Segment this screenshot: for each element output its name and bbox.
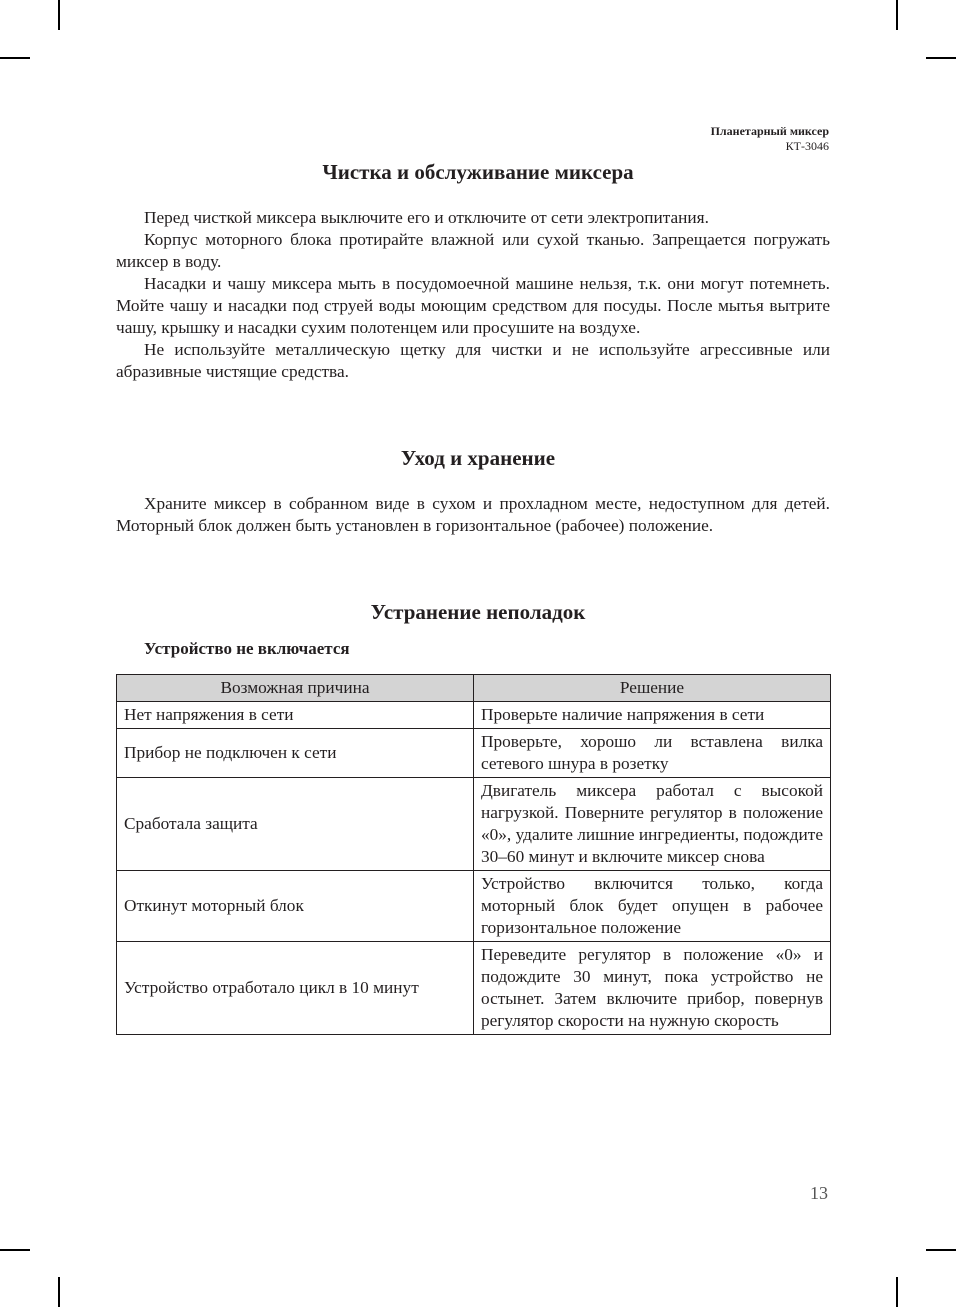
solution-cell: Проверьте наличие напряжения в сети <box>474 702 831 729</box>
table-row <box>117 729 831 778</box>
solution-cell: Двигатель миксера работал с высокой нагрузкой. Поверните регулятор в положение «0», удалите лишние ингредиенты, подождите 30–60 минут и включите миксер снова <box>474 778 831 871</box>
crop-mark-bl-v <box>58 1277 60 1307</box>
table-row <box>117 871 831 942</box>
cause-cell: Сработала защита <box>117 778 474 871</box>
paragraph: Не используйте металлическую щетку для чистки и не используйте агрессивные или абразивные чистящие средства. <box>116 340 830 381</box>
product-name: Планетарный миксер <box>710 124 829 138</box>
paragraph: Насадки и чашу миксера мыть в посудомоечной машине нельзя, т.к. они могут потемнеть. Мойте чашу и насадки под струей воды моющим средством для посуды. После мытья вытрите чашу, крышку и насадки сухим полотенцем или просушите на воздухе. <box>116 274 830 337</box>
crop-mark-tr-h <box>926 57 956 59</box>
cause-cell: Нет напряжения в сети <box>117 702 474 729</box>
storage-text <box>116 493 830 537</box>
section-title-troubleshooting: Устранение неполадок <box>370 600 586 624</box>
cleaning-text <box>116 207 830 383</box>
table-row <box>117 702 831 729</box>
header-cause: Возможная причина <box>117 675 474 702</box>
cause-cell: Прибор не подключен к сети <box>117 729 474 778</box>
section-title-storage: Уход и хранение <box>400 446 556 470</box>
crop-mark-tr-v <box>896 0 898 30</box>
crop-mark-tl-h <box>0 57 30 59</box>
paragraph: Корпус моторного блока протирайте влажной или сухой тканью. Запрещается погружать миксер в воду. <box>116 230 830 271</box>
paragraph: Перед чисткой миксера выключите его и отключите от сети электропитания. <box>144 208 709 227</box>
solution-cell: Переведите регулятор в положение «0» и подождите 30 минут, пока устройство не остынет. Затем включите прибор, повернув регулятор скорости на нужную скорость <box>474 942 831 1035</box>
paragraph: Храните миксер в собранном виде в сухом и прохладном месте, недоступном для детей. Моторный блок должен быть установлен в горизонтальное (рабочее) положение. <box>116 494 830 535</box>
crop-mark-br-v <box>896 1277 898 1307</box>
crop-mark-bl-h <box>0 1249 30 1251</box>
running-header <box>711 124 829 154</box>
solution-cell: Устройство включится только, когда моторный блок будет опущен в рабочее горизонтальное положение <box>474 871 831 942</box>
page-number: 13 <box>810 1183 828 1203</box>
table-header-row <box>117 675 831 702</box>
model-number: КТ-3046 <box>785 139 829 153</box>
troubleshooting-table <box>116 674 831 1035</box>
crop-mark-tl-v <box>58 0 60 30</box>
header-solution: Решение <box>474 675 831 702</box>
cause-cell: Откинут моторный блок <box>117 871 474 942</box>
table-row <box>117 942 831 1035</box>
table-row <box>117 778 831 871</box>
solution-cell: Проверьте, хорошо ли вставлена вилка сетевого шнура в розетку <box>474 729 831 778</box>
section-title-cleaning: Чистка и обслуживание миксера <box>322 160 634 184</box>
cause-cell: Устройство отработало цикл в 10 минут <box>117 942 474 1035</box>
subsection-title: Устройство не включается <box>144 639 350 658</box>
crop-mark-br-h <box>926 1249 956 1251</box>
